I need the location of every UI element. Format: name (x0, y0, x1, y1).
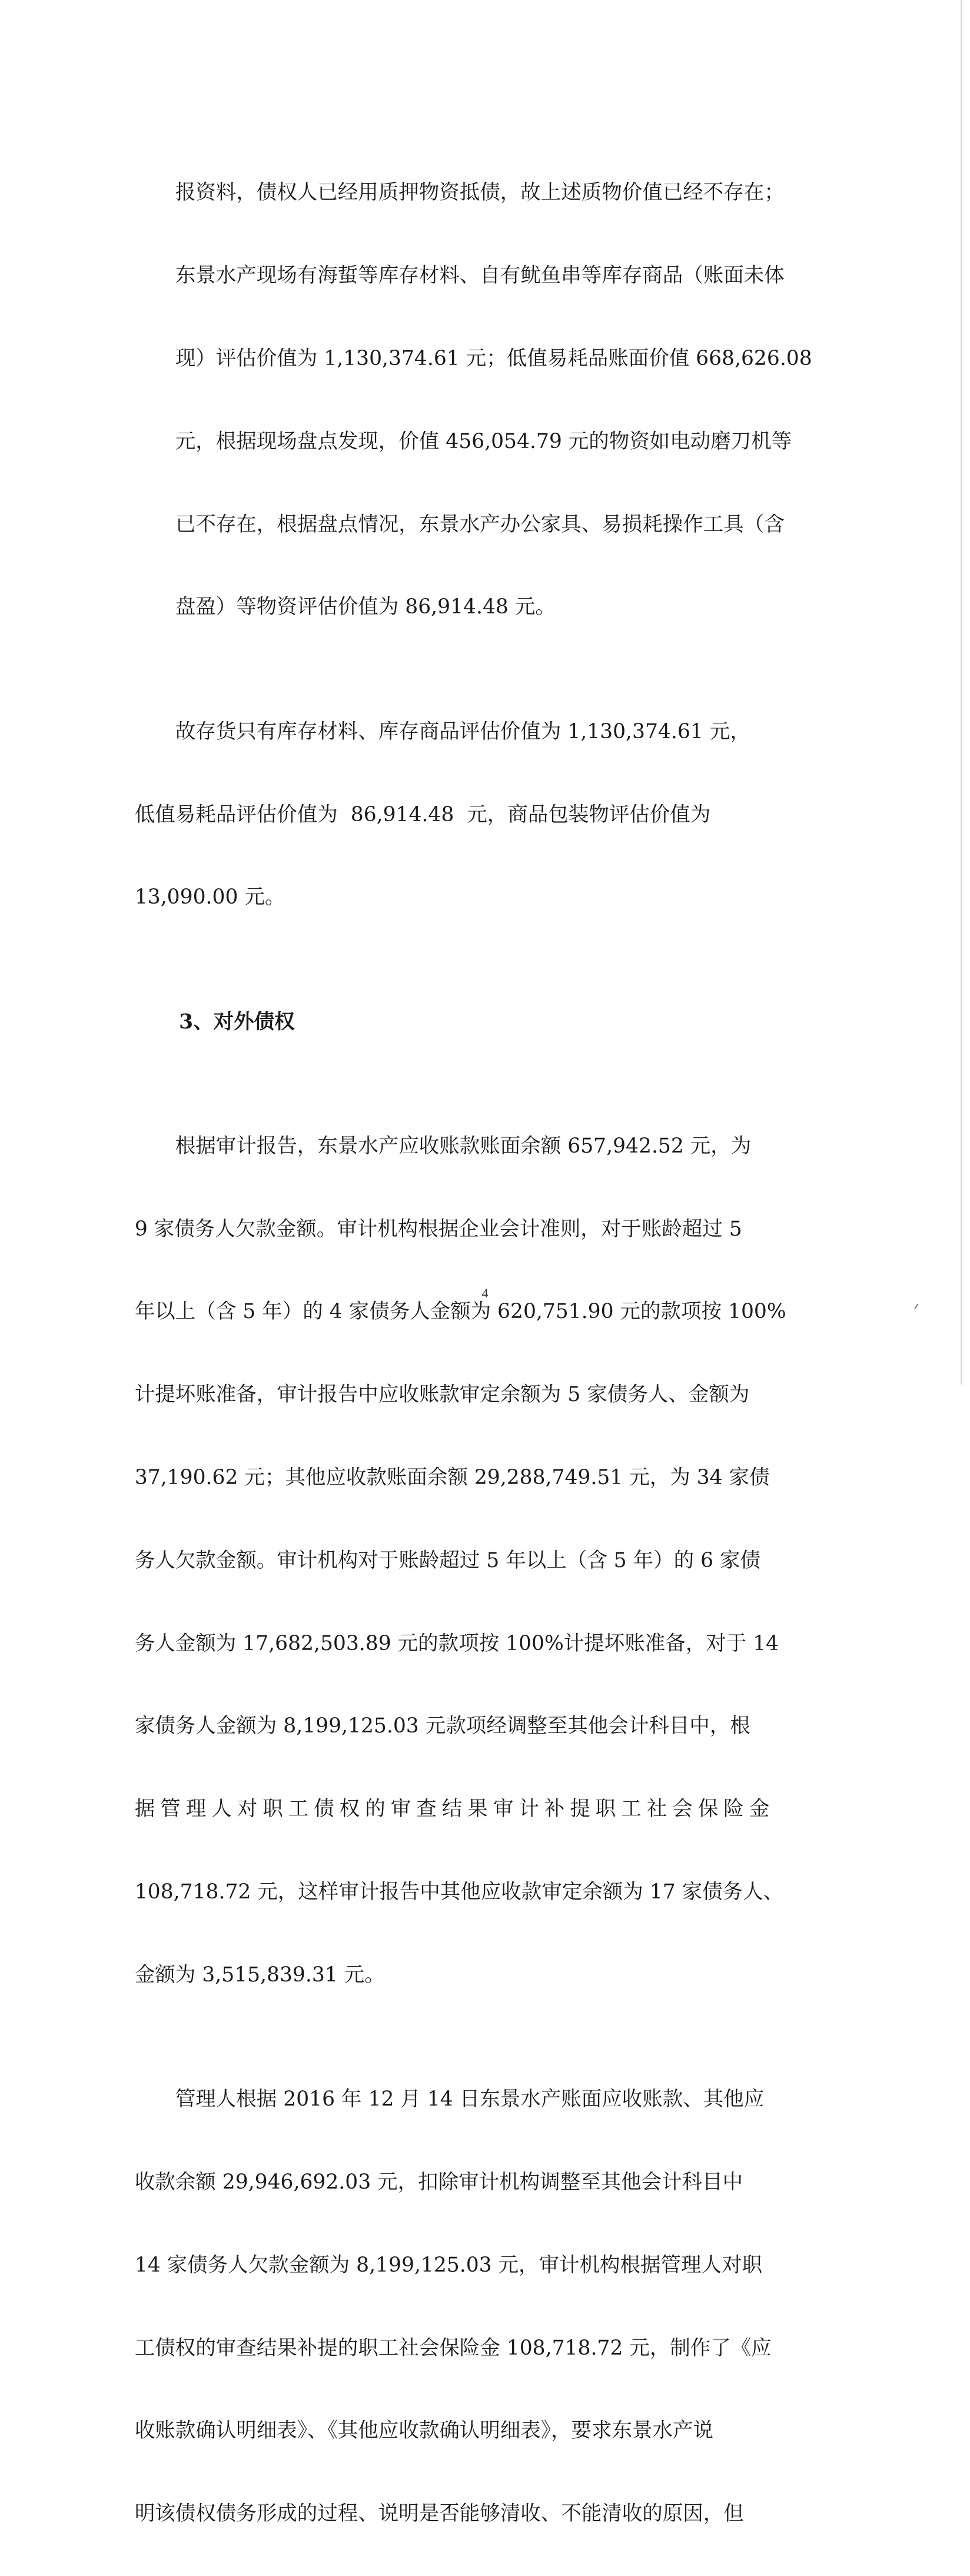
text-line: 13,090.00 元。 (134, 885, 285, 909)
text-line: 108,718.72 元，这样审计报告中其他应收款审定余额为 17 家债务人、 (134, 1880, 784, 1904)
text-line: 元，根据现场盘点发现，价值 456,054.79 元的物资如电动磨刀机等 (175, 429, 792, 453)
text-line: 年以上（含 5 年）的 4 家债务人金额为 620,751.90 元的款项按 100% (134, 1300, 786, 1324)
text-line: 管理人根据 2016 年 12 月 14 日东景水产账面应收账款、其他应 (175, 2087, 765, 2112)
text-line: 盘盈）等物资评估价值为 86,914.48 元。 (175, 595, 556, 619)
text-line: 务人金额为 17,682,503.89 元的款项按 100%计提坏账准备，对于 14 (134, 1631, 779, 1655)
scan-edge-line (961, 0, 962, 1385)
continuation-paragraph (137, 131, 813, 669)
inventory-summary-paragraph (134, 669, 813, 960)
text-line: 14 家债务人欠款金额为 8,199,125.03 元，审计机构根据管理人对职 (134, 2253, 763, 2277)
text-line: 务人欠款金额。审计机构对于账龄超过 5 年以上（含 5 年）的 6 家债 (134, 1548, 760, 1572)
section-heading (137, 960, 813, 1084)
text-line: 37,190.62 元；其他应收款账面余额 29,288,749.51 元，为 34 家债 (134, 1466, 770, 1489)
text-line: 低值易耗品评估价值为 86,914.48 元，商品包装物评估价值为 (134, 802, 711, 826)
audit-report-paragraph (134, 1084, 813, 2037)
text-line: 据管理人对职工债权的审查结果审计补提职工社会保险金 (134, 1797, 775, 1821)
text-line: 明该债权债务形成的过程、说明是否能够清收、不能清收的原因，但 (134, 2502, 744, 2526)
text-line: 现）评估价值为 1,130,374.61 元；低值易耗品账面价值 668,626.08 (175, 347, 812, 371)
text-line: 工债权的审查结果补提的职工社会保险金 108,718.72 元，制作了《应 (134, 2336, 772, 2360)
text-line: 9 家债务人欠款金额。审计机构根据企业会计准则，对于账龄超过 5 (134, 1217, 742, 1241)
text-line: 已不存在，根据盘点情况，东景水产办公家具、易损耗操作工具（含 (175, 512, 785, 536)
scan-mark (914, 1303, 918, 1309)
heading-text: 3、对外债权 (179, 1010, 295, 1034)
text-line: 东景水产现场有海蜇等库存材料、自有鱿鱼串等库存商品（账面未体 (175, 264, 785, 288)
text-line: 根据审计报告，东景水产应收账款账面余额 657,942.52 元，为 (175, 1134, 752, 1158)
administrator-paragraph (134, 2037, 813, 2576)
text-line: 报资料，债权人已经用质押物资抵债，故上述质物价值已经不存在； (175, 181, 785, 205)
text-line: 收款余额 29,946,692.03 元，扣除审计机构调整至其他会计科目中 (134, 2170, 743, 2194)
text-line: 金额为 3,515,839.31 元。 (134, 1963, 385, 1987)
text-line: 计提坏账准备，审计报告中应收账款审定余额为 5 家债务人、金额为 (134, 1383, 750, 1407)
text-line: 家债务人金额为 8,199,125.03 元款项经调整至其他会计科目中，根 (134, 1714, 750, 1738)
text-line: 故存货只有库存材料、库存商品评估价值为 1,130,374.61 元， (175, 719, 750, 743)
text-line: 收账款确认明细表》、《其他应收款确认明细表》，要求东景水产说 (134, 2419, 714, 2443)
body-text (134, 131, 813, 2576)
page-number: 4 (481, 1286, 489, 1300)
